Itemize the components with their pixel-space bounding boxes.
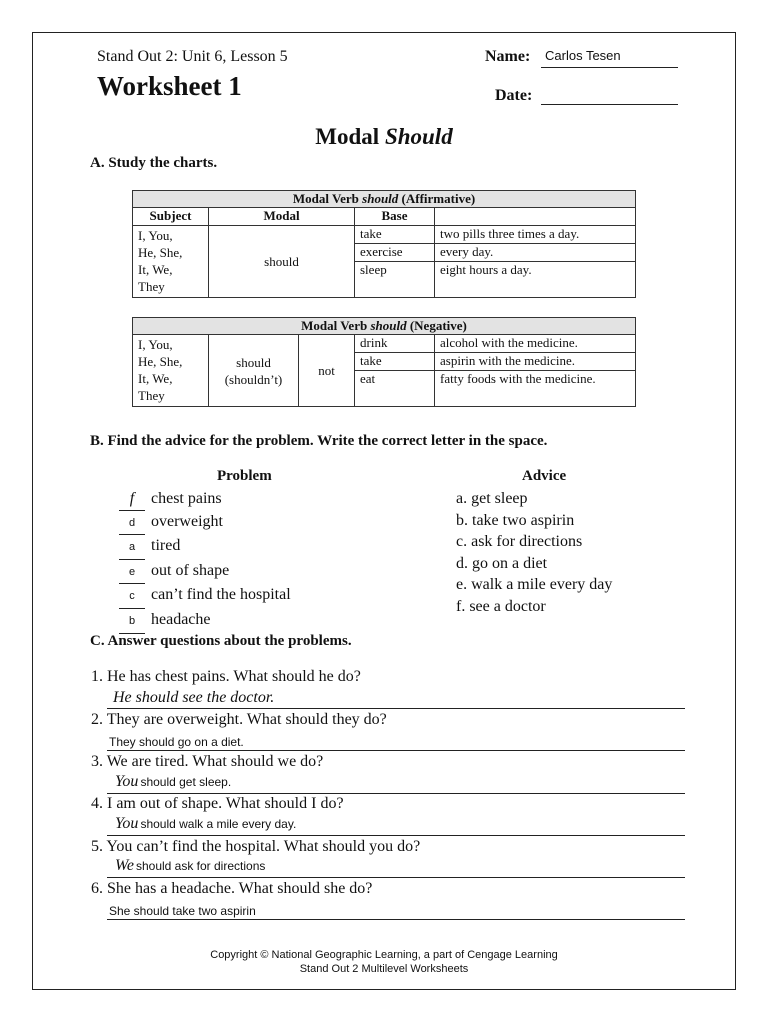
answer-blank[interactable]: a — [119, 537, 145, 560]
list-item: b headache — [119, 609, 291, 634]
page-title — [0, 124, 768, 150]
date-field[interactable] — [541, 87, 678, 105]
answer-3[interactable]: You should get sleep. — [115, 773, 232, 790]
name-field[interactable] — [541, 48, 678, 68]
col-base: Base — [355, 208, 435, 226]
question-6: 6. She has a headache. What should she do? — [91, 880, 373, 897]
list-item: a. get sleep — [456, 490, 528, 507]
problem-header: Problem — [217, 468, 272, 484]
list-item: c can’t find the hospital — [119, 584, 291, 609]
answer-blank[interactable]: c — [119, 586, 145, 609]
answer-line — [107, 877, 685, 878]
subject-cell: I, You, He, She, It, We, They — [133, 226, 209, 298]
answer-line — [107, 793, 685, 794]
base-cell: eat — [355, 371, 435, 407]
advice-header: Advice — [522, 468, 567, 484]
answer-blank[interactable]: e — [119, 562, 145, 585]
date-label: Date: — [495, 87, 533, 104]
list-item: f. see a doctor — [456, 597, 546, 615]
answer-blank[interactable]: f — [119, 488, 145, 511]
answer-blank[interactable]: b — [119, 611, 145, 634]
negative-chart — [132, 317, 636, 407]
name-value: Carlos Tesen — [545, 48, 621, 63]
answer-2[interactable]: They should go on a diet. — [109, 735, 244, 749]
answer-1[interactable]: He should see the doctor. — [113, 689, 275, 706]
rest-cell: eight hours a day. — [435, 262, 636, 298]
modal-cell: should (shouldn’t) — [209, 335, 299, 407]
footer-line-1: Copyright © National Geographic Learning, a part of Cengage Learning — [210, 949, 558, 961]
answer-5[interactable]: We should ask for directions — [115, 857, 266, 874]
footer-line-2: Stand Out 2 Multilevel Worksheets — [299, 963, 469, 975]
course-label: Stand Out 2: Unit 6, Lesson 5 — [97, 48, 288, 65]
modal-cell: should — [209, 226, 355, 298]
list-item: d overweight — [119, 511, 291, 536]
section-b-heading: B. Find the advice for the problem. Write the correct letter in the space. — [90, 433, 548, 449]
subject-cell: I, You, He, She, It, We, They — [133, 335, 209, 407]
question-2: 2. They are overweight. What should they do? — [91, 711, 387, 728]
rest-cell: two pills three times a day. — [435, 226, 636, 244]
worksheet-title: Worksheet 1 — [97, 71, 242, 101]
list-item: f chest pains — [119, 488, 291, 511]
title-main: Modal — [315, 124, 385, 149]
copyright-footer — [0, 948, 768, 976]
advice-list — [456, 488, 612, 618]
answer-line — [107, 919, 685, 920]
answer-4[interactable]: You should walk a mile every day. — [115, 815, 297, 832]
col-subject: Subject — [133, 208, 209, 226]
base-cell: take — [355, 226, 435, 244]
affirmative-chart — [132, 190, 636, 298]
col-rest — [435, 208, 636, 226]
base-cell: take — [355, 353, 435, 371]
question-4: 4. I am out of shape. What should I do? — [91, 795, 344, 812]
list-item: e. walk a mile every day — [456, 576, 613, 594]
answer-line — [107, 708, 685, 709]
not-cell: not — [299, 335, 355, 407]
base-cell: exercise — [355, 244, 435, 262]
rest-cell: aspirin with the medicine. — [435, 353, 636, 371]
list-item: b. take two aspirin — [456, 511, 575, 529]
section-a-heading: A. Study the charts. — [90, 155, 218, 171]
rest-cell: fatty foods with the medicine. — [435, 371, 636, 407]
col-modal: Modal — [209, 208, 355, 226]
question-1: 1. He has chest pains. What should he do? — [91, 668, 361, 685]
base-cell: sleep — [355, 262, 435, 298]
answer-line — [107, 750, 685, 751]
answer-6[interactable]: She should take two aspirin — [109, 904, 256, 918]
list-item: c. ask for directions — [456, 533, 583, 551]
list-item: e out of shape — [119, 560, 291, 585]
negative-chart-title: Modal Verb should (Negative) — [133, 318, 636, 335]
affirmative-chart-title: Modal Verb should (Affirmative) — [133, 191, 636, 208]
problem-list — [119, 488, 291, 634]
section-c-heading: C. Answer questions about the problems. — [90, 633, 352, 649]
list-item: d. go on a diet — [456, 554, 548, 572]
question-3: 3. We are tired. What should we do? — [91, 753, 324, 770]
title-italic: Should — [384, 124, 453, 149]
answer-line — [107, 835, 685, 836]
answer-blank[interactable]: d — [119, 513, 145, 536]
name-label: Name: — [485, 48, 531, 65]
base-cell: drink — [355, 335, 435, 353]
rest-cell: every day. — [435, 244, 636, 262]
list-item: a tired — [119, 535, 291, 560]
question-5: 5. You can’t find the hospital. What should you do? — [91, 838, 421, 855]
rest-cell: alcohol with the medicine. — [435, 335, 636, 353]
